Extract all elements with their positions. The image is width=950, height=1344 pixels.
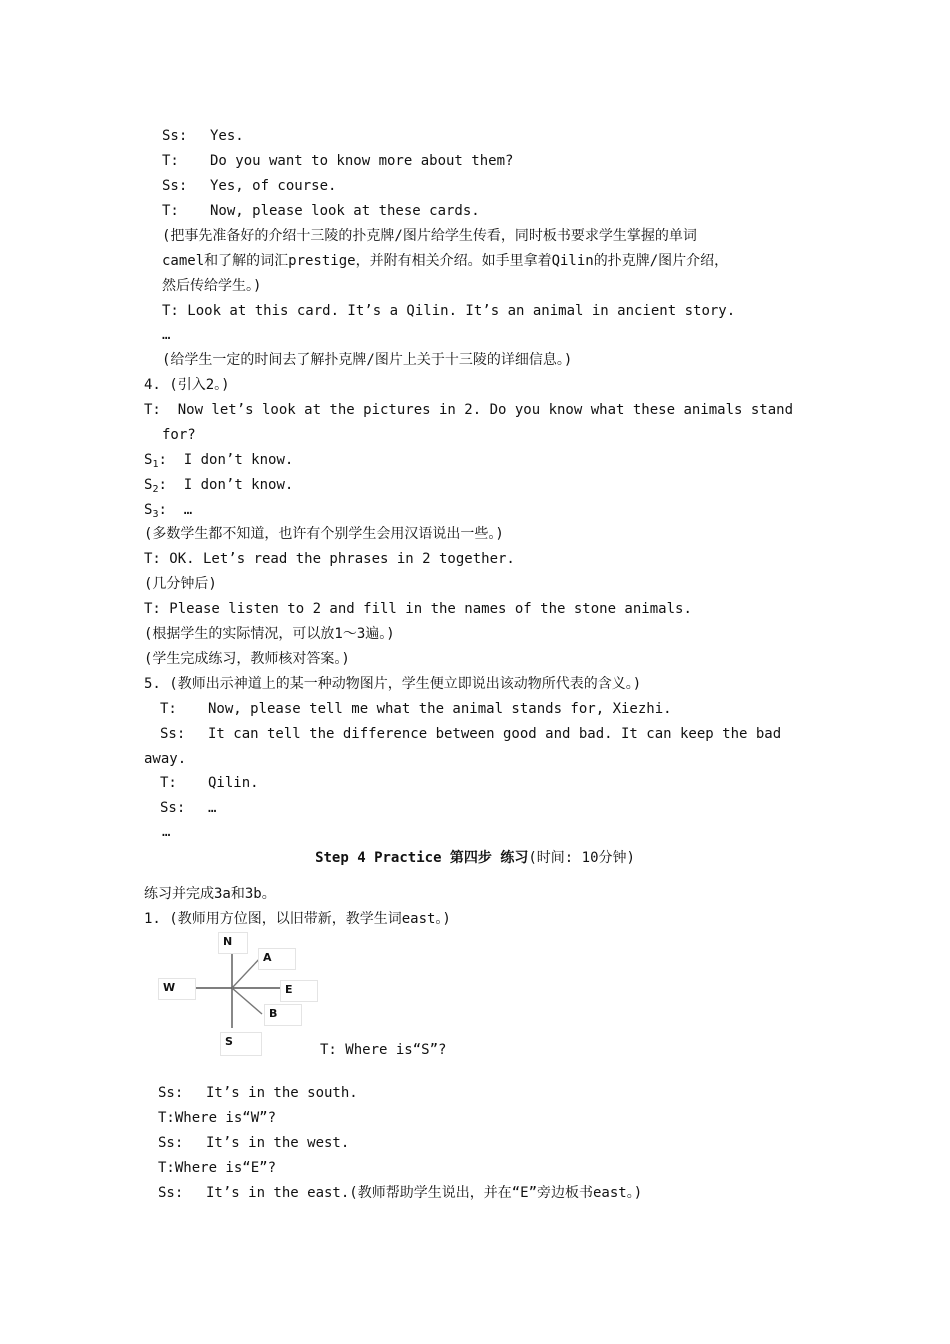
compass-b-label: B <box>264 1004 302 1026</box>
compass-west-label: W <box>158 978 196 1000</box>
dialogue-line: away. <box>144 751 187 767</box>
dialogue-line: T: Look at this card. It’s a Qilin. It’s an animal in ancient story. <box>162 303 736 319</box>
dialogue-line: Ss: … <box>160 800 217 816</box>
dialogue-line: T: Please listen to 2 and fill in the names of the stone animals. <box>144 601 692 617</box>
dialogue-line: T: Now let’s look at the pictures in 2. Do you know what these animals stand <box>144 402 794 418</box>
instruction-note: camel和了解的词汇prestige，并附有相关介绍。如手里拿着Qilin的扑克牌/图片介绍， <box>162 253 729 269</box>
dialogue-line: Ss: It can tell the difference between good and bad. It can keep the bad <box>160 726 782 742</box>
dialogue-line: Ss: It’s in the west. <box>158 1135 350 1151</box>
dialogue-line: T: OK. Let’s read the phrases in 2 together. <box>144 551 515 567</box>
instruction-note: (几分钟后) <box>144 576 217 592</box>
dialogue-line: T: Where is“S”? <box>320 1042 447 1058</box>
dialogue-line: T: Now, please tell me what the animal stands for, Xiezhi. <box>160 701 672 717</box>
step-item: 5. (教师出示神道上的某一种动物图片，学生便立即说出该动物所代表的含义。) <box>144 676 642 692</box>
instruction-note: (学生完成练习，教师核对答案。) <box>144 651 350 667</box>
compass-north-label: N <box>218 932 248 954</box>
compass-east-label: E <box>280 980 318 1002</box>
dialogue-line: T:Where is“E”? <box>158 1160 277 1176</box>
ellipsis: … <box>162 327 171 343</box>
ellipsis: … <box>162 824 171 840</box>
compass-south-label: S <box>220 1032 262 1056</box>
dialogue-line: Ss: It’s in the east.(教师帮助学生说出，并在“E”旁边板书east。) <box>158 1185 643 1201</box>
dialogue-line: $S_2$: I don’t know. <box>144 477 294 495</box>
section-title: Step 4 Practice 第四步 练习(时间: 10分钟) <box>315 850 635 866</box>
dialogue-line: Ss: Yes, of course. <box>162 178 337 194</box>
compass-a-label: A <box>258 948 296 970</box>
dialogue-line: T: Now, please look at these cards. <box>162 203 480 219</box>
step-item: 4. (引入2。) <box>144 377 230 393</box>
instruction-note: (把事先准备好的介绍十三陵的扑克牌/图片给学生传看，同时板书要求学生掌握的单词 <box>162 228 697 244</box>
instruction-note: (给学生一定的时间去了解扑克牌/图片上关于十三陵的详细信息。) <box>162 352 573 368</box>
dialogue-line: T: Qilin. <box>160 775 259 791</box>
dialogue-line: Ss: It’s in the south. <box>158 1085 358 1101</box>
instruction-note: (根据学生的实际情况，可以放1～3遍。) <box>144 626 395 642</box>
dialogue-line: T:Where is“W”? <box>158 1110 277 1126</box>
dialogue-line: T: Do you want to know more about them? <box>162 153 514 169</box>
dialogue-line: $S_1$: I don’t know. <box>144 452 294 470</box>
compass-diagram <box>150 928 330 1060</box>
dialogue-line: for? <box>162 427 196 443</box>
instruction-note: (多数学生都不知道，也许有个别学生会用汉语说出一些。) <box>144 526 504 542</box>
instruction-note: 然后传给学生。) <box>162 278 262 294</box>
instruction-note: 练习并完成3a和3b。 <box>144 886 276 902</box>
step-item: 1. (教师用方位图，以旧带新，教学生词east。) <box>144 911 451 927</box>
dialogue-line: Ss: Yes. <box>162 128 244 144</box>
dialogue-line: $S_3$: … <box>144 502 193 520</box>
